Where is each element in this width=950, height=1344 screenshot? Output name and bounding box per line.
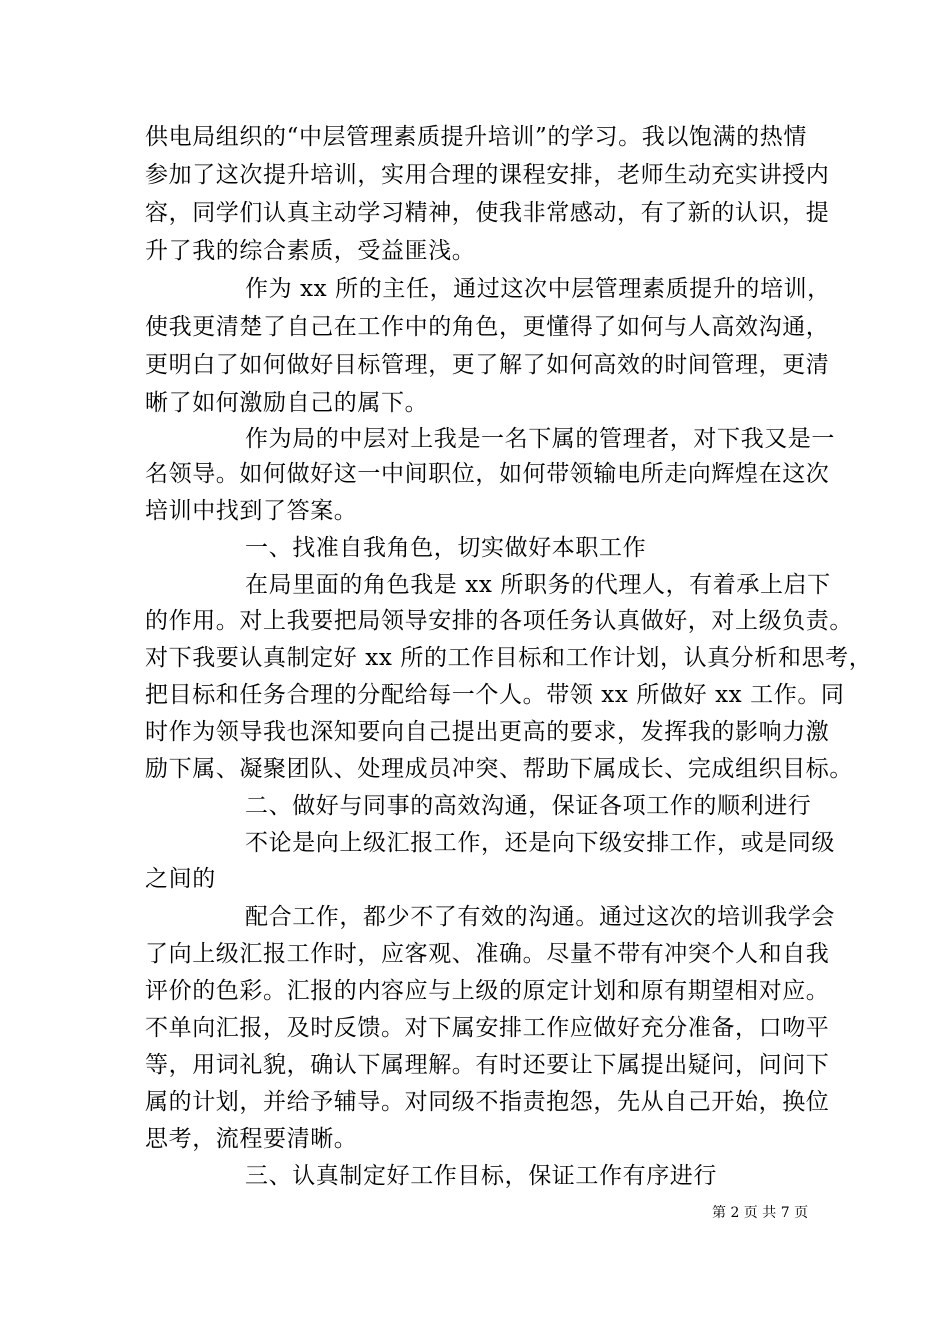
text-line: 时作为领导我也深知要向自己提出更高的要求，发挥我的影响力激	[145, 719, 830, 745]
text-line: 不单向汇报，及时反馈。对下属安排工作应做好充分准备，口吻平	[145, 1015, 830, 1041]
text-line: 晰了如何激励自己的属下。	[145, 390, 429, 416]
text-line: 供电局组织的“中层管理素质提升培训”的学习。我以饱满的热情	[145, 124, 807, 150]
text-line: 之间的	[145, 866, 216, 892]
text-line: 的作用。对上我要把局领导安排的各项任务认真做好，对上级负责。	[145, 608, 853, 634]
text-line: 容，同学们认真主动学习精神，使我非常感动，有了新的认识，提	[145, 200, 830, 226]
section-heading: 一、找准自我角色，切实做好本职工作	[245, 535, 647, 561]
section-heading: 二、做好与同事的高效沟通，保证各项工作的顺利进行	[245, 793, 812, 819]
text-line: 把目标和任务合理的分配给每一个人。带领 xx 所做好 xx 工作。同	[145, 682, 845, 708]
text-line: 了向上级汇报工作时，应客观、准确。尽量不带有冲突个人和自我	[145, 941, 830, 967]
text-line: 不论是向上级汇报工作，还是向下级安排工作，或是同级	[245, 830, 835, 856]
text-line: 升了我的综合素质，受益匪浅。	[145, 238, 476, 264]
text-line: 在局里面的角色我是 xx 所职务的代理人，有着承上启下	[245, 572, 831, 598]
text-line: 评价的色彩。汇报的内容应与上级的原定计划和原有期望相对应。	[145, 978, 830, 1004]
text-line: 名领导。如何做好这一中间职位，如何带领输电所走向辉煌在这次	[145, 461, 830, 487]
text-line: 作为局的中层对上我是一名下属的管理者，对下我又是一	[245, 426, 835, 452]
text-line: 对下我要认真制定好 xx 所的工作目标和工作计划，认真分析和思考，	[145, 645, 873, 671]
text-line: 培训中找到了答案。	[145, 498, 358, 524]
text-line: 作为 xx 所的主任，通过这次中层管理素质提升的培训，	[245, 276, 831, 302]
text-line: 更明白了如何做好目标管理，更了解了如何高效的时间管理，更清	[145, 352, 830, 378]
section-heading: 三、认真制定好工作目标，保证工作有序进行	[245, 1163, 717, 1189]
text-line: 属的计划，并给予辅导。对同级不指责抱怨，先从自己开始，换位	[145, 1089, 830, 1115]
text-line: 使我更清楚了自己在工作中的角色，更懂得了如何与人高效沟通，	[145, 314, 830, 340]
text-line: 等，用词礼貌，确认下属理解。有时还要让下属提出疑问，问问下	[145, 1052, 830, 1078]
page-number-footer: 第 2 页 共 7 页	[712, 1205, 809, 1221]
text-line: 励下属、凝聚团队、处理成员冲突、帮助下属成长、完成组织目标。	[145, 756, 853, 782]
text-line: 思考，流程要清晰。	[145, 1126, 358, 1152]
text-line: 配合工作，都少不了有效的沟通。通过这次的培训我学会	[245, 904, 835, 930]
text-line: 参加了这次提升培训，实用合理的课程安排，老师生动充实讲授内	[145, 162, 830, 188]
